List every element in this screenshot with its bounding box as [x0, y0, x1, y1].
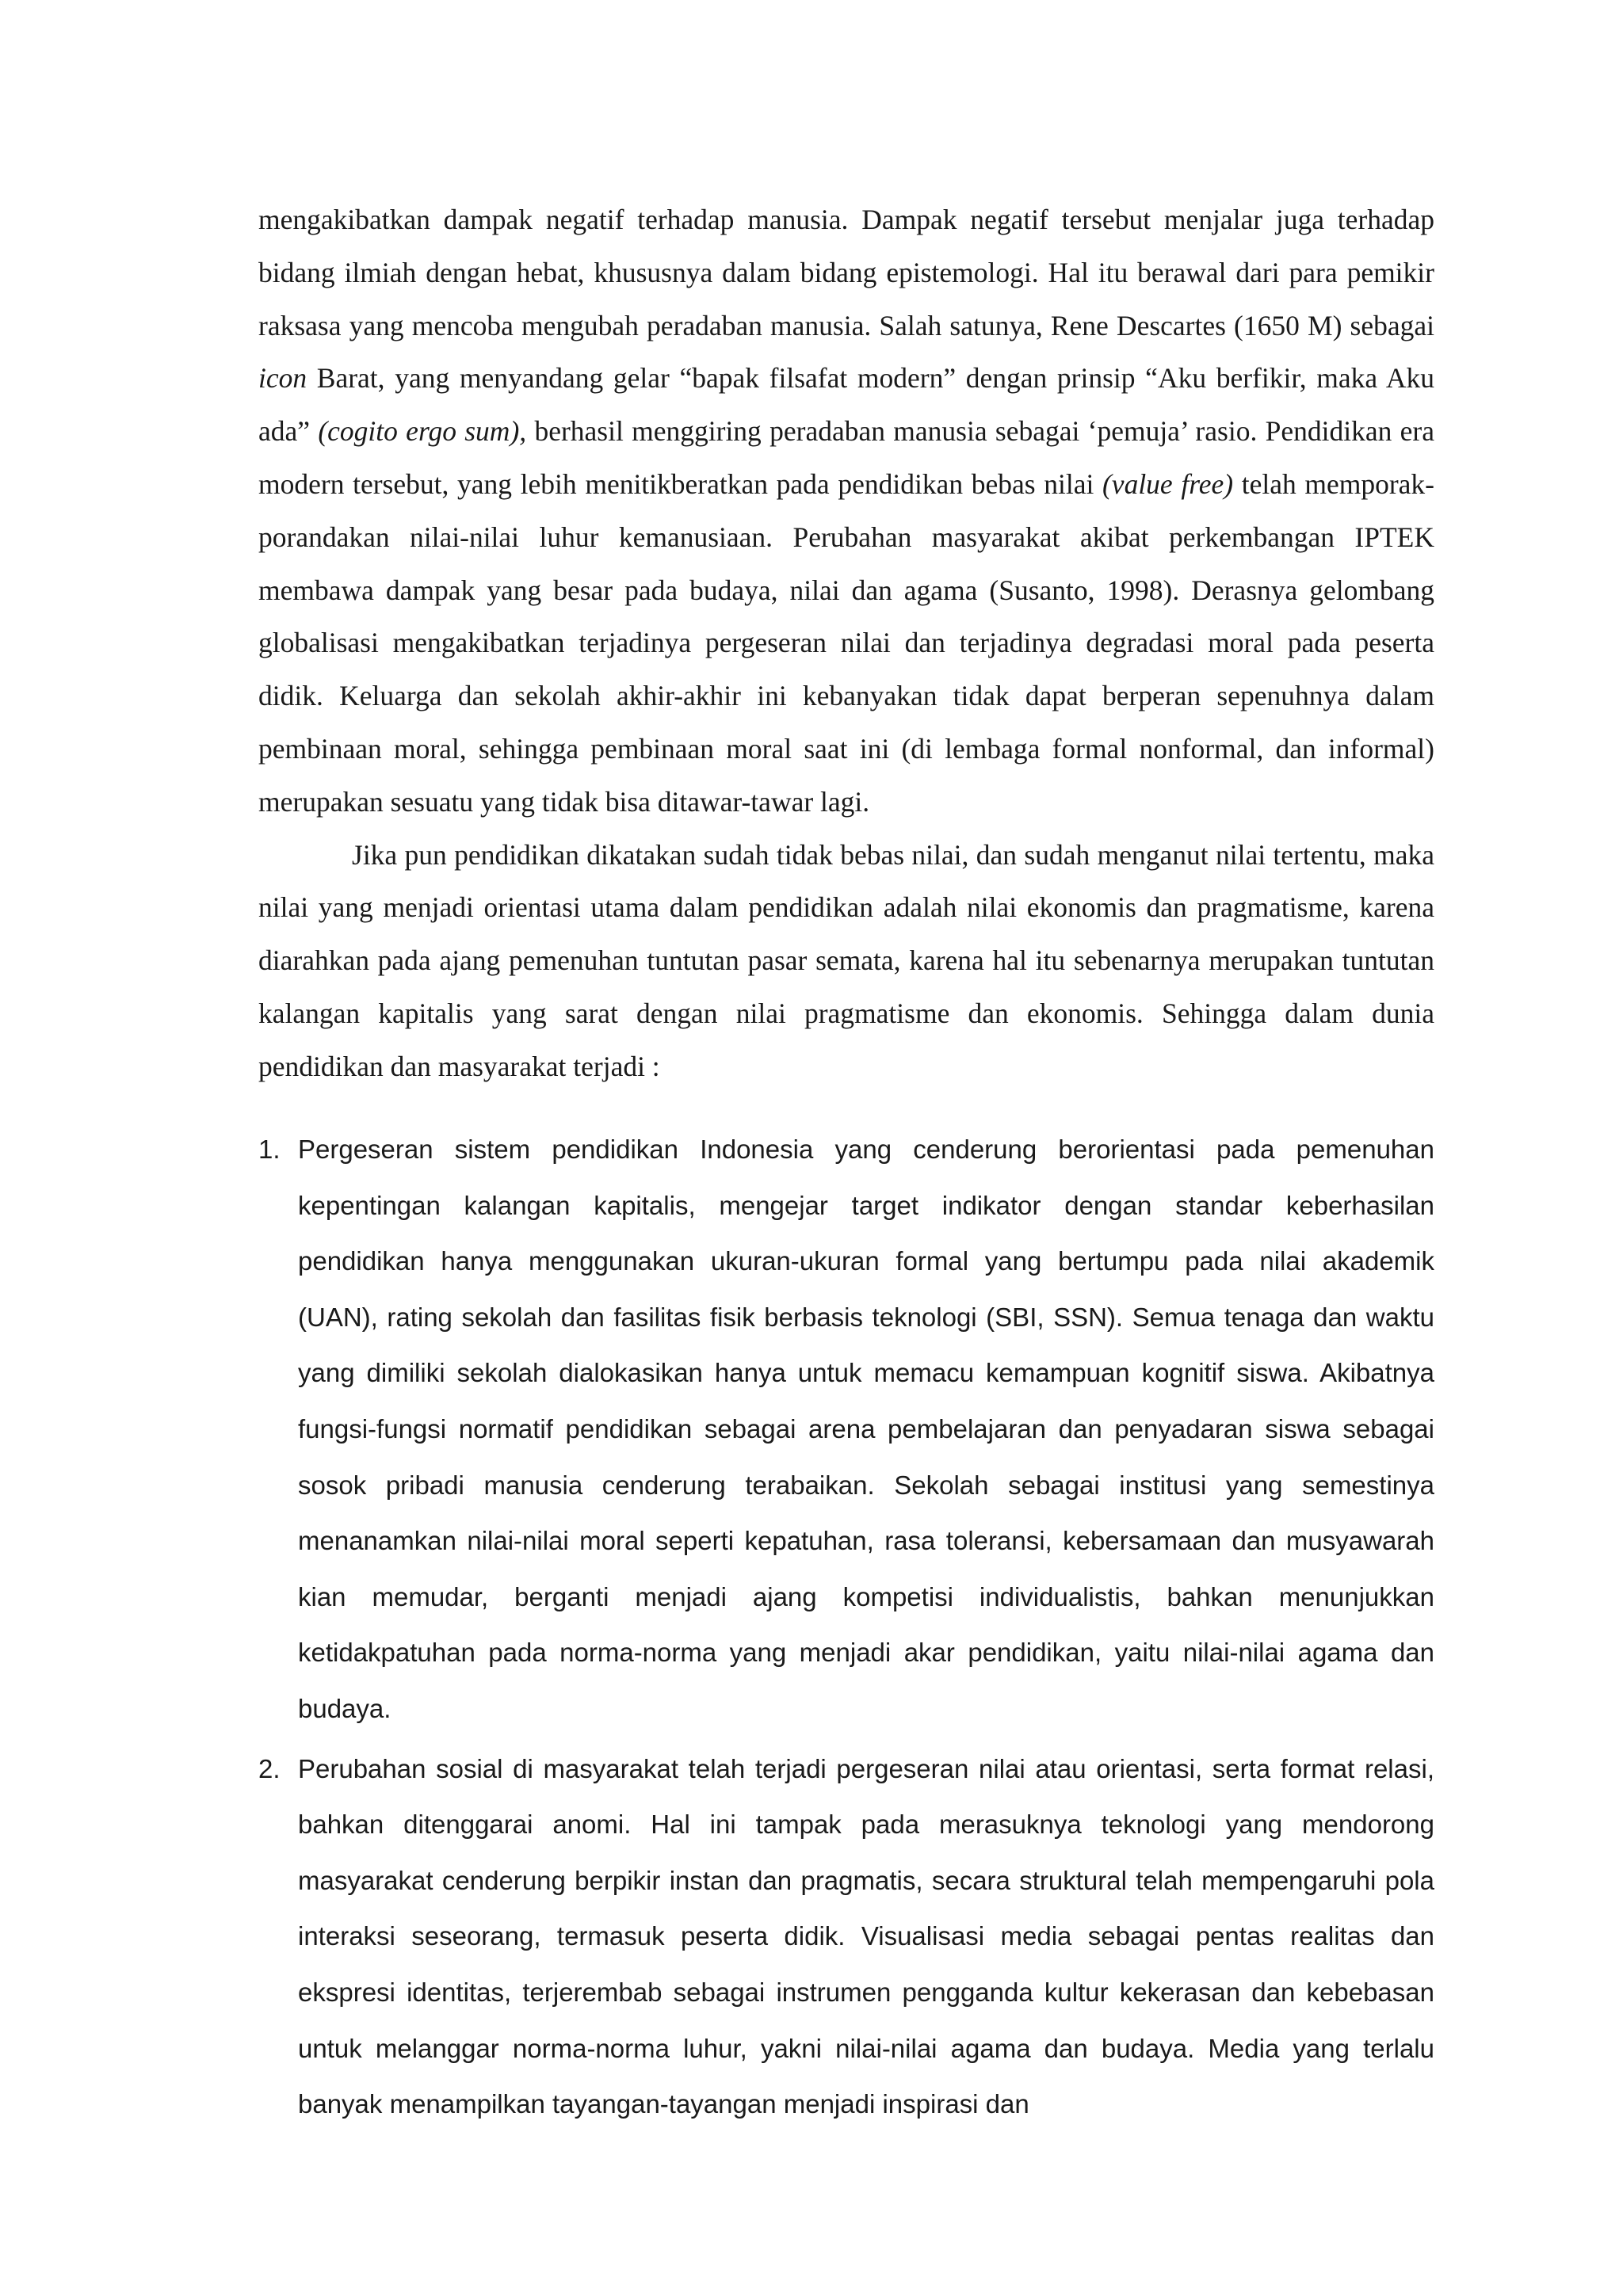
paragraph-1-part-4: telah memporak-porandakan nilai-nilai luhur kemanusiaan. Perubahan masyarakat akibat perkembangan IPTEK membawa dampak yang besar pada budaya, nilai dan agama (Susanto, 1998). Derasnya gelombang globalisasi mengakibatkan terjadinya pergeseran nilai dan terjadinya degradasi moral pada peserta didik. Keluarga dan sekolah akhir-akhir ini kebanyakan tidak dapat berperan sepenuhnya dalam pembinaan moral, sehingga pembinaan moral saat ini (di lembaga formal nonformal, dan informal) merupakan sesuatu yang tidak bisa ditawar-tawar lagi. [258, 467, 1434, 818]
paragraph-1-italic-icon: icon [258, 362, 307, 395]
list-item-number: 2. [258, 1753, 281, 1783]
paragraph-1-part-2: Barat, yang menyandang gelar “bapak filsafat modern” dengan prinsip “Aku berfikir, maka Aku ada” [258, 362, 1434, 448]
list-item-text: Perubahan sosial di masyarakat telah terjadi pergeseran nilai atau orientasi, serta format relasi, bahkan ditenggarai anomi. Hal ini tampak pada merasuknya teknologi yang mendorong masyarakat cenderung berpikir instan dan pragmatis, secara struktural telah mempengaruhi pola interaksi seseorang, termasuk peserta didik. Visualisasi media sebagai pentas realitas dan ekspresi identitas, terjerembab sebagai instrumen pengganda kultur kekerasan dan kebebasan untuk melanggar norma-norma luhur, yakni nilai-nilai agama dan budaya. Media yang terlalu banyak menampilkan tayangan-tayangan menjadi inspirasi dan [298, 1753, 1434, 2119]
list-item-1 [258, 1122, 1434, 1737]
paragraph-1-part-1: mengakibatkan dampak negatif terhadap manusia. Dampak negatif tersebut menjalar juga terhadap bidang ilmiah dengan hebat, khususnya dalam bidang epistemologi. Hal itu berawal dari para pemikir raksasa yang mencoba mengubah peradaban manusia. Salah satunya, Rene Descartes (1650 M) sebagai [258, 204, 1434, 341]
paragraph-1-italic-cogito: (cogito ergo sum), [318, 415, 527, 448]
list-item-number: 1. [258, 1135, 281, 1164]
body-text [258, 193, 1434, 1093]
paragraph-1 [258, 193, 1434, 829]
paragraph-2: Jika pun pendidikan dikatakan sudah tidak bebas nilai, dan sudah menganut nilai tertentu, maka nilai yang menjadi orientasi utama dalam pendidikan adalah nilai ekonomis dan pragmatisme, karena diarahkan pada ajang pemenuhan tuntutan pasar semata, karena hal itu sebenarnya merupakan tuntutan kalangan kapitalis yang sarat dengan nilai pragmatisme dan ekonomis. Sehingga dalam dunia pendidikan dan masyarakat terjadi : [258, 838, 1434, 1082]
list-item-text: Pergeseran sistem pendidikan Indonesia yang cenderung berorientasi pada pemenuhan kepentingan kalangan kapitalis, mengejar target indikator dengan standar keberhasilan pendidikan hanya menggunakan ukuran-ukuran formal yang bertumpu pada nilai akademik (UAN), rating sekolah dan fasilitas fisik berbasis teknologi (SBI, SSN). Semua tenaga dan waktu yang dimiliki sekolah dialokasikan hanya untuk memacu kemampuan kognitif siswa. Akibatnya fungsi-fungsi normatif pendidikan sebagai arena pembelajaran dan penyadaran siswa sebagai sosok pribadi manusia cenderung terabaikan. Sekolah sebagai institusi yang semestinya menanamkan nilai-nilai moral seperti kepatuhan, rasa toleransi, kebersamaan dan musyawarah kian memudar, berganti menjadi ajang kompetisi individualistis, bahkan menunjukkan ketidakpatuhan pada norma-norma yang menjadi akar pendidikan, yaitu nilai-nilai agama dan budaya. [298, 1135, 1434, 1723]
list-item-2 [258, 1741, 1434, 2133]
list [258, 1122, 1434, 2133]
paragraph-1-italic-value-free: (value free) [1102, 467, 1234, 500]
paragraph-1-part-3: berhasil menggiring peradaban manusia sebagai ‘pemuja’ rasio. Pendidikan era modern tersebut, yang lebih menitikberatkan pada pendidikan bebas nilai [258, 415, 1434, 500]
numbered-list [258, 1122, 1434, 2133]
